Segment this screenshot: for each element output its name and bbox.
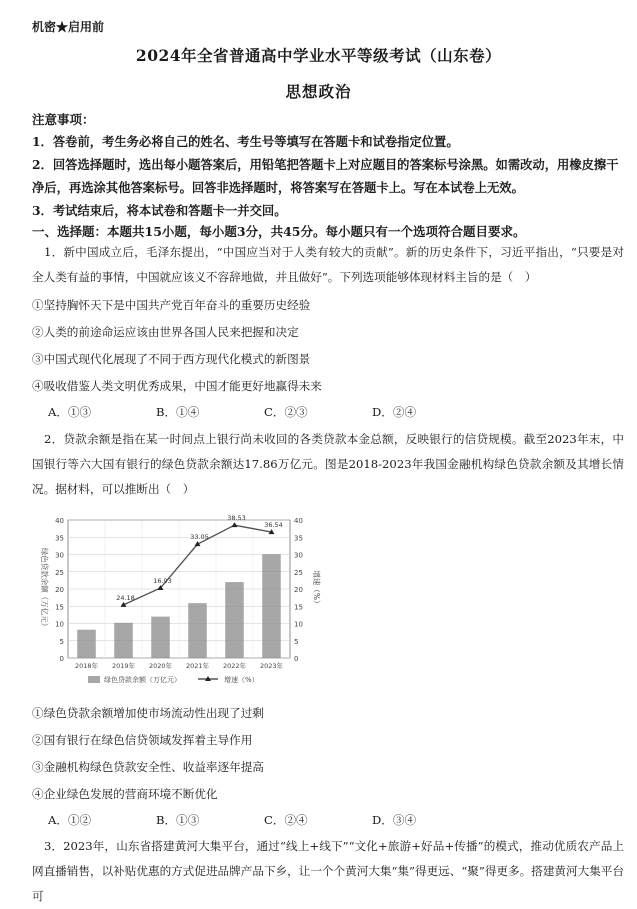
question-1-option-4: ④吸收借鉴人类文明优秀成果，中国才能更好地赢得未来: [32, 379, 322, 393]
chart-xtick: 2018年: [74, 662, 99, 670]
question-2-option-3: ③金融机构绿色贷款安全性、收益率逐年提高: [32, 760, 264, 774]
chart-xtick: 2023年: [259, 662, 284, 670]
chart-ytick-left: 15: [55, 603, 64, 612]
question-2-stem: 2．贷款余额是指在某一时间点上银行尚未收回的各类贷款本金总额，反映银行的信贷规模。截至2023年末，中国银行等六大国有银行的绿色贷款余额达17.86万亿元。图是2018-2023年我国金融机构绿色贷款余额及其增长情况。据材料，可以推断出（ ）: [32, 432, 624, 496]
chart-ytick-right: 40: [294, 517, 303, 525]
chart-ytick-left: 5: [59, 637, 64, 646]
question-1-stem: 1．新中国成立后，毛泽东提出，“中国应当对于人类有较大的贡献”。新的历史条件下，习近平指出，“只要是对全人类有益的事情，中国就应该义不容辞地做，并且做好”。下列选项能够体现材料主旨的是（ ）: [32, 245, 624, 284]
chart-legend-bar-swatch: [88, 676, 100, 683]
chart-data-label: 36.54: [264, 521, 283, 530]
chart-bar: [188, 603, 207, 658]
chart-ytick-right: 25: [294, 568, 303, 577]
question-1-option-1: ①坚持胸怀天下是中国共产党百年奋斗的重要历史经验: [32, 298, 311, 312]
chart-ytick-right: 5: [294, 637, 299, 646]
chart-ytick-right: 0: [294, 655, 299, 663]
chart-growth-point: [232, 522, 238, 527]
chart-data-label: 33.05: [190, 533, 209, 542]
chart-bar: [151, 617, 170, 658]
question-2-choice-c: C．②④: [264, 813, 308, 827]
question-1-choice-a: A．①③: [48, 405, 92, 419]
question-2-option-1: ①绿色贷款余额增加使市场流动性出现了过剩: [32, 706, 264, 720]
chart-bar: [225, 582, 244, 658]
question-2-choice-d: D．③④: [372, 813, 417, 827]
question-2-option-2: ②国有银行在绿色信贷领域发挥着主导作用: [32, 733, 253, 747]
chart-legend-bar-label: 绿色贷款余额（万亿元）: [104, 676, 181, 684]
notice-item-3: 3．考试结束后，将本试卷和答题卡一并交回。: [32, 203, 287, 218]
confidential-mark: 机密★启用前: [32, 20, 105, 34]
notice-item-1: 1．答卷前，考生务必将自己的姓名、考生号等填写在答题卡和试卷指定位置。: [32, 134, 459, 149]
chart-ytick-left: 30: [55, 551, 64, 560]
chart-xtick: 2021年: [185, 662, 210, 670]
chart-ytick-right: 30: [294, 551, 303, 560]
exam-title: 2024年全省普通高中学业水平等级考试（山东卷）: [135, 46, 502, 65]
chart-ytick-left: 40: [55, 517, 64, 525]
chart-ytick-left: 10: [55, 620, 64, 629]
chart-ylabel-left: 绿色贷款余额（万亿元）: [40, 547, 49, 631]
question-1-choices: [48, 404, 480, 420]
question-2-option-4: ④企业绿色发展的营商环境不断优化: [32, 787, 218, 801]
chart-ytick-left: 20: [55, 586, 64, 594]
chart-bar: [262, 554, 281, 658]
chart-data-label: 16.93: [153, 576, 172, 585]
chart-legend-line-label: 增速（%）: [224, 676, 259, 684]
subject-title: 思想政治: [285, 82, 352, 101]
chart-bar: [77, 630, 96, 658]
chart-ytick-right: 20: [294, 586, 303, 594]
chart-xtick: 2019年: [111, 662, 136, 670]
section-heading: 一、选择题：本题共15小题，每小题3分，共45分。每小题只有一个选项符合题目要求。: [32, 224, 526, 239]
chart-ytick-left: 25: [55, 568, 64, 577]
chart-ytick-right: 15: [294, 603, 303, 612]
chart-ytick-right: 10: [294, 620, 303, 629]
question-1-choice-b: B．①④: [156, 405, 200, 419]
notice-heading: 注意事项：: [32, 112, 95, 127]
chart-ylabel-right: 增速（%）: [312, 570, 321, 608]
question-1-option-2: ②人类的前途命运应该由世界各国人民来把握和决定: [32, 325, 299, 339]
chart-xtick: 2022年: [222, 662, 247, 670]
notice-item-2: 2．回答选择题时，选出每小题答案后，用铅笔把答题卡上对应题目的答案标号涂黑。如需改动，用橡皮擦干净后，再选涂其他答案标号。回答非选择题时，将答案写在答题卡上。写在本试卷上无效。: [32, 157, 619, 195]
question-2-choice-a: A．①②: [48, 813, 92, 827]
chart-bar: [114, 623, 133, 658]
question-1-option-3: ③中国式现代化展现了不同于西方现代化模式的新图景: [32, 352, 311, 366]
question-1-choice-d: D．②④: [372, 405, 417, 419]
chart-data-label: 24.18: [116, 593, 135, 602]
chart-ytick-left: 35: [55, 534, 64, 543]
question-2-choices: [48, 812, 480, 828]
question-1-choice-c: C．②③: [264, 405, 308, 419]
question-2-choice-b: B．①③: [156, 813, 200, 827]
chart-ytick-left: 0: [59, 655, 64, 663]
green-loan-chart: [28, 510, 324, 696]
chart-xtick: 2020年: [148, 662, 173, 670]
chart-ytick-right: 35: [294, 534, 303, 543]
question-3-stem: 3．2023年，山东省搭建黄河大集平台，通过“线上+线下”“文化+旅游+好品+传播”的模式，推动优质农产品上网直播销售，以补贴优惠的方式促进品牌产品下乡，让一个个黄河大集“集”得更远、“聚”得更多。搭建黄河大集平台可: [32, 839, 624, 903]
chart-data-label: 38.53: [227, 514, 246, 523]
